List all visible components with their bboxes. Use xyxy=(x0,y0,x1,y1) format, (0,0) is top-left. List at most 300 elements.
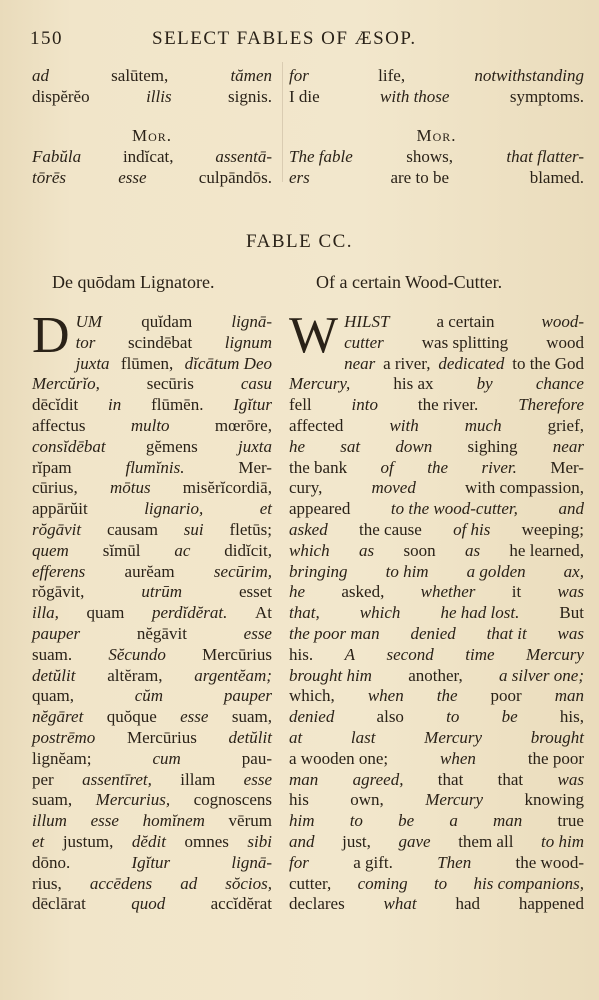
word: HILST xyxy=(344,312,390,331)
word: brought him xyxy=(289,665,372,685)
word: brought xyxy=(530,727,584,747)
word: in xyxy=(108,395,122,415)
word: dēclārat xyxy=(32,894,86,914)
word: that xyxy=(497,769,524,789)
word: quam, xyxy=(32,686,75,706)
word: nĕgāret xyxy=(32,707,84,727)
word: Sĕcundo xyxy=(108,644,166,664)
word: sat xyxy=(340,436,361,456)
word: cŭm xyxy=(134,686,164,706)
latin-continuation xyxy=(32,66,272,107)
english-heading: Of a certain Wood-Cutter. xyxy=(316,272,503,292)
word: causam xyxy=(106,519,158,539)
word: efferens xyxy=(32,561,86,581)
word: a xyxy=(449,811,458,831)
word: a certain xyxy=(436,312,495,331)
text-line xyxy=(344,333,584,354)
word: which, xyxy=(289,686,335,706)
word: the bank xyxy=(289,457,348,477)
word: sĭmūl xyxy=(102,540,141,560)
word: which xyxy=(289,540,330,560)
text-line xyxy=(32,499,272,520)
word: rius, xyxy=(32,873,62,893)
word: illis xyxy=(146,86,172,106)
word: had xyxy=(455,894,480,914)
word: scindēbat xyxy=(127,332,193,352)
word: whether xyxy=(420,582,476,602)
word: Mercury xyxy=(526,644,584,664)
word: was xyxy=(557,769,584,789)
word: he had lost. xyxy=(440,603,520,623)
word: he xyxy=(289,436,306,456)
word: Mercūrius xyxy=(126,727,197,747)
word: nĕgāvit xyxy=(136,623,187,643)
word: coming xyxy=(357,873,408,893)
word: as xyxy=(358,540,375,560)
word: symptoms. xyxy=(509,86,584,106)
drop-cap: W xyxy=(289,307,339,364)
text-line xyxy=(32,87,272,108)
word: asked, xyxy=(341,582,385,602)
word: a wooden one; xyxy=(289,748,389,768)
word: assentā- xyxy=(215,147,272,166)
word: also xyxy=(376,707,404,727)
word: what xyxy=(383,894,417,914)
text-line xyxy=(32,645,272,666)
word: dispĕrĕo xyxy=(32,86,90,106)
word: detŭlit xyxy=(228,727,272,747)
word: wood- xyxy=(541,312,584,331)
word: for xyxy=(289,852,309,872)
word: But xyxy=(559,603,584,623)
word: chance xyxy=(535,374,584,394)
word: secūris xyxy=(146,374,194,394)
word: aurĕam xyxy=(124,561,175,581)
word: Mercŭrĭo, xyxy=(32,374,100,394)
text-line xyxy=(76,354,272,375)
word: his ax xyxy=(393,374,434,394)
word: which xyxy=(359,603,401,623)
word: assentīret, xyxy=(82,769,152,789)
word: shows, xyxy=(406,147,453,166)
text-line xyxy=(289,87,584,108)
word: be xyxy=(501,707,518,727)
word: with xyxy=(389,415,419,435)
word: UM xyxy=(75,312,103,331)
word: The fable xyxy=(289,147,353,166)
word: Mer- xyxy=(238,457,272,477)
word: lignĕam; xyxy=(32,748,92,768)
word: salūtem, xyxy=(111,66,169,85)
word: esse xyxy=(90,811,119,831)
word: just, xyxy=(342,831,371,851)
text-line xyxy=(289,395,584,416)
word: illum xyxy=(32,811,67,831)
text-line xyxy=(32,707,272,728)
word: denied xyxy=(289,707,335,727)
word: the xyxy=(427,457,448,477)
word: cognoscens xyxy=(193,790,272,810)
word: grief, xyxy=(547,415,584,435)
text-line xyxy=(32,770,272,791)
word: and xyxy=(558,499,584,519)
word: the river. xyxy=(417,395,479,415)
text-line xyxy=(289,416,584,437)
word: affected xyxy=(289,415,344,435)
word: much xyxy=(464,415,502,435)
word: Igĭtur xyxy=(233,395,272,415)
word: happened xyxy=(518,894,584,914)
word: altĕram, xyxy=(107,665,163,685)
word: sui xyxy=(183,519,204,539)
word: dĭcātum Deo xyxy=(184,353,272,373)
word: a river, xyxy=(383,353,431,373)
text-line xyxy=(289,770,584,791)
word: denied xyxy=(410,623,456,643)
word: own, xyxy=(350,790,384,810)
word: last xyxy=(350,727,376,747)
word: to xyxy=(446,707,460,727)
word: the poor man xyxy=(289,623,380,643)
word: of xyxy=(380,457,394,477)
word: dedicated xyxy=(438,353,505,373)
word: gave xyxy=(398,831,431,851)
word: misĕrĭcordiā, xyxy=(182,478,272,498)
word: fletūs; xyxy=(229,519,272,539)
latin-text xyxy=(32,307,272,915)
text-line xyxy=(32,853,272,874)
text-line xyxy=(289,894,584,915)
latin-moral-heading: Mor. xyxy=(131,126,173,145)
text-line xyxy=(289,562,584,583)
word: illa, xyxy=(32,603,59,623)
word: I die xyxy=(289,86,320,106)
text-line xyxy=(32,686,272,707)
word: juxta xyxy=(238,436,272,456)
word: into xyxy=(351,395,378,415)
word: per xyxy=(32,769,54,789)
word: his xyxy=(289,790,309,810)
text-line xyxy=(289,707,584,728)
latin-moral xyxy=(32,147,272,188)
word: down xyxy=(395,436,433,456)
word: asked xyxy=(289,519,328,539)
word: Mercūrius xyxy=(202,644,272,664)
word: gĕmens xyxy=(145,436,198,456)
word: cury, xyxy=(289,478,323,498)
word: appeared xyxy=(289,499,351,519)
word: cūrius, xyxy=(32,478,78,498)
word: consĭdēbat xyxy=(32,436,106,456)
word: tămen xyxy=(230,66,272,85)
word: a silver one; xyxy=(499,665,584,685)
word: cum xyxy=(152,748,181,768)
word: casu xyxy=(240,374,272,394)
text-line xyxy=(344,312,584,333)
word: notwithstanding xyxy=(474,66,584,85)
word: the wood- xyxy=(515,852,584,872)
english-continuation xyxy=(289,66,584,107)
word: homĭnem xyxy=(142,811,205,831)
word: lignā- xyxy=(231,852,272,872)
word: and xyxy=(289,831,315,851)
word: suam, xyxy=(32,790,73,810)
word: declares xyxy=(289,894,345,914)
word: tōrēs xyxy=(32,167,66,187)
word: him xyxy=(289,811,315,831)
word: agreed, xyxy=(352,769,404,789)
word: juxta xyxy=(75,353,110,373)
text-line xyxy=(32,603,272,624)
text-line xyxy=(32,874,272,895)
word: affectus xyxy=(32,415,86,435)
word: his. xyxy=(289,644,314,664)
word: blamed. xyxy=(529,167,584,187)
word: detŭlit xyxy=(32,665,76,685)
word: the xyxy=(436,686,458,706)
text-line xyxy=(32,66,272,87)
word: Mer- xyxy=(550,457,584,477)
text-line xyxy=(32,395,272,416)
word: second xyxy=(386,644,434,664)
word: was splitting xyxy=(421,332,509,352)
word: utrūm xyxy=(141,582,182,602)
text-line xyxy=(289,832,584,853)
word: mœrōre, xyxy=(214,415,272,435)
text-line xyxy=(289,874,584,895)
word: quŏque xyxy=(106,707,157,727)
word: was xyxy=(557,623,584,643)
word: flūmen, xyxy=(120,353,174,373)
word: to xyxy=(433,873,448,893)
text-line xyxy=(289,728,584,749)
word: A xyxy=(344,644,355,664)
text-line xyxy=(76,312,272,333)
column-divider xyxy=(282,62,283,182)
word: another, xyxy=(408,665,463,685)
word: with compassion, xyxy=(464,478,584,498)
drop-cap: D xyxy=(32,307,70,364)
word: with those xyxy=(380,86,450,106)
english-moral-heading: Mor. xyxy=(416,126,457,145)
text-line xyxy=(32,168,272,189)
text-line xyxy=(32,458,272,479)
word: ad xyxy=(180,873,198,893)
word: knowing xyxy=(524,790,584,810)
word: to the wood-cutter, xyxy=(390,499,518,519)
word: ac xyxy=(174,540,191,560)
word: cutter xyxy=(344,332,384,352)
word: man xyxy=(554,686,584,706)
word: of his xyxy=(453,519,491,539)
word: esse xyxy=(118,167,147,187)
word: esse xyxy=(180,707,209,727)
word: lignā- xyxy=(231,312,272,331)
fable-title: FABLE CC. xyxy=(245,231,354,252)
word: mōtus xyxy=(109,478,151,498)
word: at xyxy=(289,727,303,747)
word: Mercury xyxy=(424,727,483,747)
text-line xyxy=(32,520,272,541)
word: omnes xyxy=(184,831,229,851)
word: sibi xyxy=(247,831,272,851)
word: cutter, xyxy=(289,873,332,893)
word: ad xyxy=(32,66,49,85)
word: soon xyxy=(403,540,436,560)
text-line xyxy=(32,624,272,645)
word: that, xyxy=(289,603,320,623)
word: esse xyxy=(243,769,272,789)
word: quam xyxy=(86,603,125,623)
text-line xyxy=(289,790,584,811)
running-title: SELECT FABLES OF ÆSOP. xyxy=(152,28,417,49)
word: multo xyxy=(130,415,170,435)
word: lignum xyxy=(224,332,272,352)
word: flumĭnis. xyxy=(125,457,185,477)
page-number: 150 xyxy=(30,28,63,49)
word: wood xyxy=(546,332,584,352)
word: suam, xyxy=(231,707,272,727)
word: when xyxy=(440,748,476,768)
word: ax, xyxy=(563,561,584,581)
word: Fabŭla xyxy=(32,147,82,166)
word: ers xyxy=(289,167,310,187)
word: his companions, xyxy=(473,873,584,893)
text-line xyxy=(289,582,584,603)
word: argentĕam; xyxy=(194,665,272,685)
word: time xyxy=(465,644,495,664)
english-moral xyxy=(289,147,584,188)
word: signis. xyxy=(228,86,272,106)
word: man xyxy=(493,811,523,831)
word: rŏgāvit, xyxy=(32,582,85,602)
word: Therefore xyxy=(518,395,584,415)
word: tor xyxy=(75,332,96,352)
text-line xyxy=(289,437,584,458)
text-line xyxy=(32,728,272,749)
word: that xyxy=(437,769,464,789)
text-line xyxy=(32,790,272,811)
word: moved xyxy=(371,478,416,498)
word: Igĭtur xyxy=(131,852,171,872)
text-line xyxy=(32,478,272,499)
word: lignario, xyxy=(144,499,204,519)
word: Mercurius, xyxy=(95,790,171,810)
text-line xyxy=(76,333,272,354)
word: quĭdam xyxy=(141,312,193,331)
word: dōno. xyxy=(32,852,71,872)
word: he learned, xyxy=(509,540,584,560)
word: river. xyxy=(481,457,517,477)
word: et xyxy=(32,831,45,851)
text-line xyxy=(289,811,584,832)
word: rŏgāvit xyxy=(32,519,82,539)
text-line xyxy=(32,541,272,562)
text-line xyxy=(32,811,272,832)
word: At xyxy=(254,603,272,623)
text-line xyxy=(32,562,272,583)
text-line xyxy=(289,686,584,707)
word: life, xyxy=(378,66,406,85)
word: that flatter- xyxy=(506,147,584,166)
word: culpāndōs. xyxy=(198,167,272,187)
text-line xyxy=(32,416,272,437)
word: are to be xyxy=(390,167,449,187)
word: secūrim, xyxy=(213,561,272,581)
word: he xyxy=(289,582,306,602)
word: a golden xyxy=(466,561,526,581)
word: weeping; xyxy=(521,519,584,539)
word: sighing xyxy=(467,436,518,456)
word: Then xyxy=(437,852,472,872)
word: near xyxy=(344,353,376,373)
english-text xyxy=(289,307,584,915)
word: quem xyxy=(32,540,69,560)
word: perdĭdĕrat. xyxy=(151,603,228,623)
word: postrēmo xyxy=(32,727,96,747)
word: rĭpam xyxy=(32,457,72,477)
word: et xyxy=(259,499,272,519)
word: as xyxy=(464,540,481,560)
word: Mercury, xyxy=(289,374,351,394)
latin-heading: De quōdam Lignatore. xyxy=(52,272,215,292)
word: by xyxy=(476,374,493,394)
word: a gift. xyxy=(353,852,393,872)
word: flūmēn. xyxy=(151,395,204,415)
text-line xyxy=(289,478,584,499)
word: to him xyxy=(541,831,584,851)
text-line xyxy=(289,749,584,770)
word: to xyxy=(349,811,363,831)
text-line xyxy=(289,666,584,687)
word: true xyxy=(557,811,584,831)
word: the cause xyxy=(359,519,422,539)
text-line xyxy=(289,541,584,562)
text-line xyxy=(289,603,584,624)
word: dēcĭdit xyxy=(32,395,79,415)
word: Mercury xyxy=(425,790,484,810)
text-line xyxy=(32,582,272,603)
text-line xyxy=(289,853,584,874)
word: pauper xyxy=(223,686,272,706)
word: bringing xyxy=(289,561,348,581)
text-line xyxy=(289,520,584,541)
word: the poor xyxy=(527,748,584,768)
word: suam. xyxy=(32,644,73,664)
word: appārŭit xyxy=(32,499,88,519)
word: illam xyxy=(180,769,216,789)
word: man xyxy=(289,769,319,789)
text-line xyxy=(289,645,584,666)
word: esse xyxy=(243,623,272,643)
word: sŏcios, xyxy=(225,873,272,893)
word: pauper xyxy=(32,623,81,643)
word: to him xyxy=(385,561,429,581)
text-line xyxy=(289,624,584,645)
text-line xyxy=(344,354,584,375)
word: fell xyxy=(289,395,312,415)
word: dĕdit xyxy=(131,831,166,851)
word: justum, xyxy=(62,831,114,851)
word: them all xyxy=(458,831,514,851)
text-line xyxy=(32,437,272,458)
word: pau- xyxy=(241,748,272,768)
text-line xyxy=(289,458,584,479)
word: didĭcit, xyxy=(224,540,272,560)
text-line xyxy=(32,894,272,915)
text-line xyxy=(32,832,272,853)
word: accēdens xyxy=(89,873,153,893)
